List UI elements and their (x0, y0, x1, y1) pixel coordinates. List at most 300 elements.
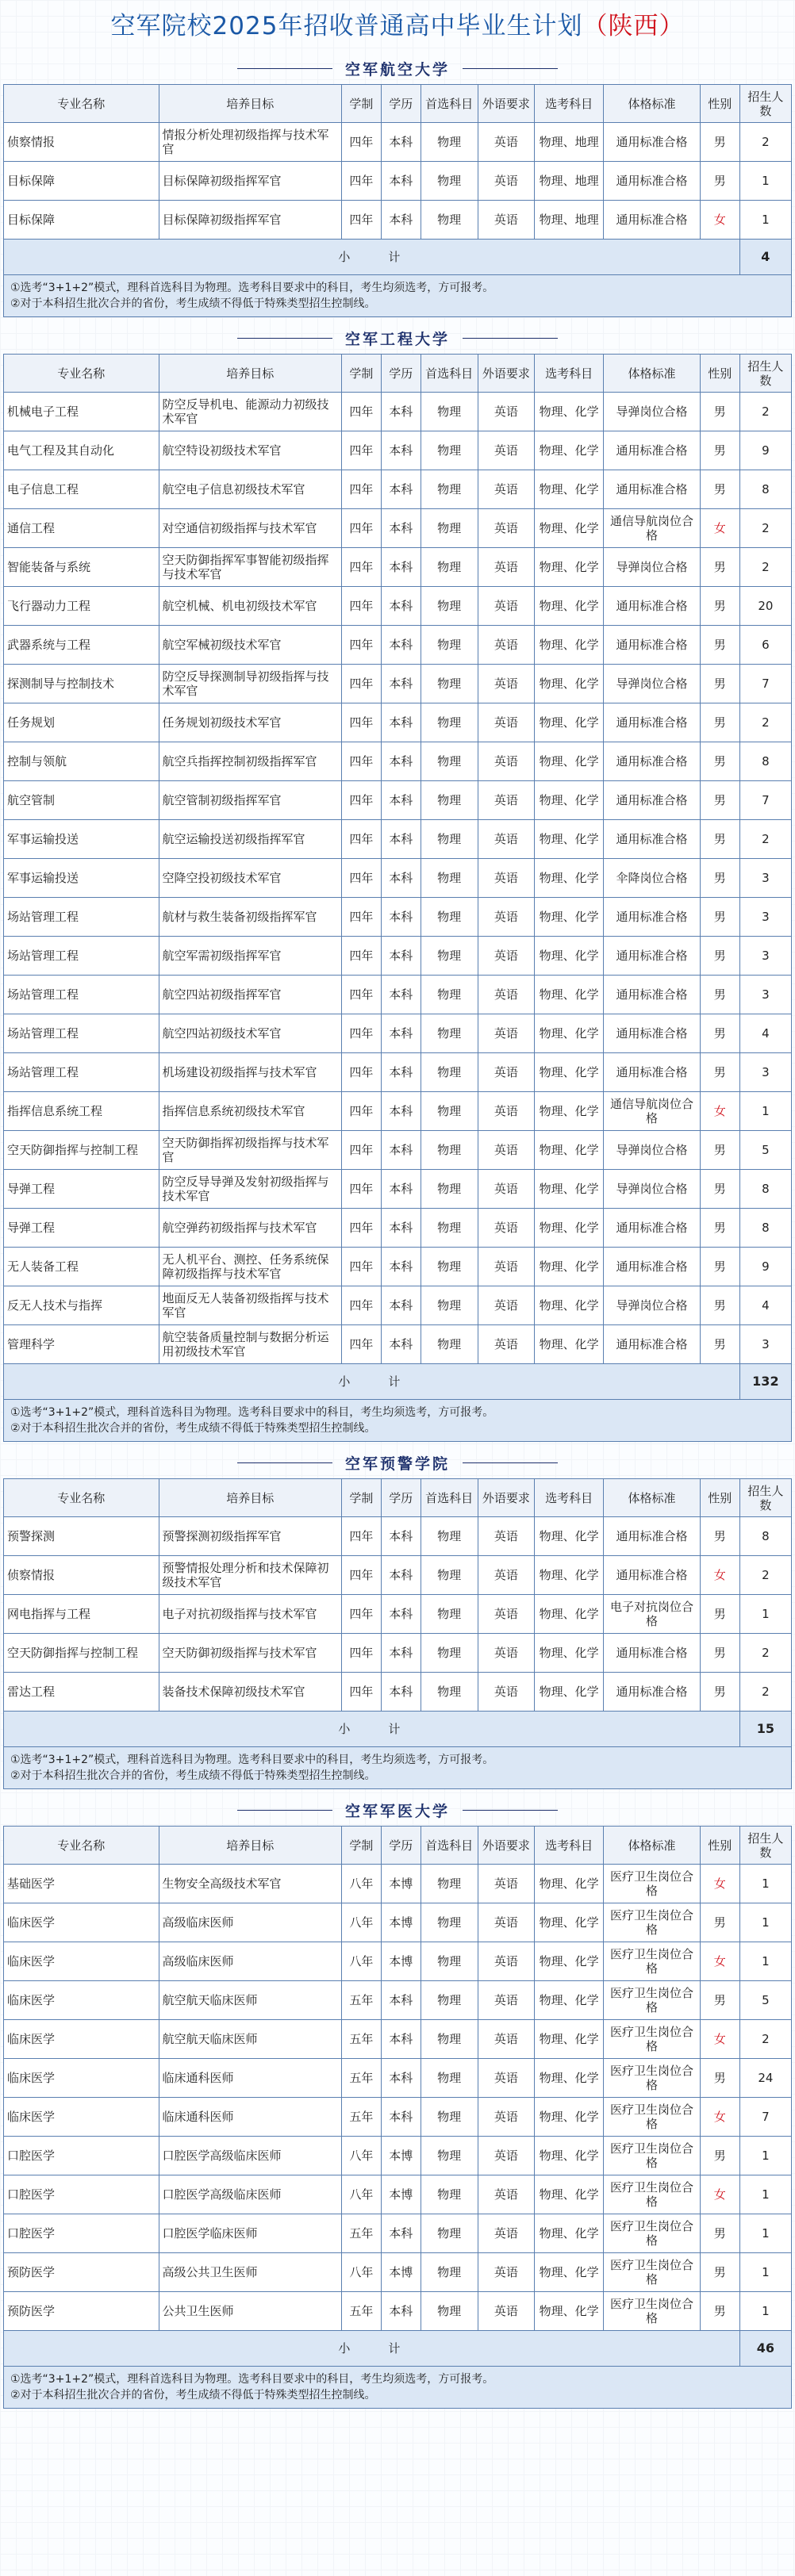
cell-elective: 物理、化学 (535, 859, 604, 898)
cell-quota: 1 (739, 1942, 791, 1981)
cell-goal: 航空机械、机电初级技术军官 (159, 587, 341, 626)
cell-elective: 物理、化学 (535, 393, 604, 431)
cell-language: 英语 (478, 820, 535, 859)
cell-physical: 通用标准合格 (604, 1053, 701, 1092)
cell-primary-subject: 物理 (421, 2059, 478, 2098)
cell-goal: 无人机平台、测控、任务系统保障初级指挥与技术军官 (159, 1248, 341, 1286)
cell-major: 探测制导与控制技术 (4, 665, 159, 703)
cell-primary-subject: 物理 (421, 1517, 478, 1556)
cell-major: 反无人技术与指挥 (4, 1286, 159, 1325)
plan-table (3, 354, 792, 1442)
divider (237, 68, 332, 69)
cell-duration: 八年 (341, 1903, 381, 1942)
cell-quota: 3 (739, 1325, 791, 1364)
header-goal: 培养目标 (159, 1827, 341, 1865)
cell-goal: 航空管制初级指挥军官 (159, 781, 341, 820)
cell-physical: 通用标准合格 (604, 123, 701, 162)
cell-goal: 目标保障初级指挥军官 (159, 162, 341, 201)
cell-degree: 本科 (381, 1014, 421, 1053)
cell-gender: 男 (700, 1634, 739, 1673)
cell-language: 英语 (478, 1634, 535, 1673)
cell-elective: 物理、化学 (535, 1014, 604, 1053)
table-row (4, 1903, 792, 1942)
cell-degree: 本科 (381, 431, 421, 470)
cell-duration: 四年 (341, 1014, 381, 1053)
cell-major: 雷达工程 (4, 1673, 159, 1712)
cell-degree: 本科 (381, 1131, 421, 1170)
notes-row (4, 275, 792, 317)
table-row (4, 1673, 792, 1712)
schools-container (0, 52, 795, 2413)
cell-degree: 本科 (381, 665, 421, 703)
header-major: 专业名称 (4, 1479, 159, 1517)
cell-degree: 本科 (381, 2098, 421, 2137)
cell-quota: 3 (739, 937, 791, 976)
cell-gender: 男 (700, 1053, 739, 1092)
cell-primary-subject: 物理 (421, 2292, 478, 2331)
divider (237, 1810, 332, 1811)
cell-major: 侦察情报 (4, 1556, 159, 1595)
cell-degree: 本科 (381, 1209, 421, 1248)
cell-gender: 女 (700, 1556, 739, 1595)
cell-degree: 本科 (381, 820, 421, 859)
header-primary-subject: 首选科目 (421, 1479, 478, 1517)
cell-elective: 物理、化学 (535, 1170, 604, 1209)
cell-physical: 医疗卫生岗位合格 (604, 2214, 701, 2253)
plan-table (3, 84, 792, 317)
cell-goal: 临床通科医师 (159, 2059, 341, 2098)
cell-primary-subject: 物理 (421, 2175, 478, 2214)
cell-major: 电子信息工程 (4, 470, 159, 509)
cell-language: 英语 (478, 859, 535, 898)
cell-gender: 女 (700, 2020, 739, 2059)
header-primary-subject: 首选科目 (421, 1827, 478, 1865)
header-goal: 培养目标 (159, 85, 341, 123)
note-1: ①选考“3+1+2”模式，理科首选科目为物理。选考科目要求中的科目，考生均须选考，方可报考。 (10, 1406, 494, 1419)
cell-language: 英语 (478, 781, 535, 820)
cell-goal: 航空运输投送初级指挥军官 (159, 820, 341, 859)
cell-degree: 本科 (381, 509, 421, 548)
cell-gender: 男 (700, 1981, 739, 2020)
header-goal: 培养目标 (159, 355, 341, 393)
cell-gender: 男 (700, 665, 739, 703)
cell-gender: 女 (700, 1942, 739, 1981)
table-row (4, 1325, 792, 1364)
header-quota: 招生人数 (739, 1827, 791, 1865)
cell-primary-subject: 物理 (421, 820, 478, 859)
cell-language: 英语 (478, 898, 535, 937)
cell-language: 英语 (478, 1170, 535, 1209)
header-gender: 性别 (700, 355, 739, 393)
cell-quota: 5 (739, 1981, 791, 2020)
cell-elective: 物理、化学 (535, 431, 604, 470)
cell-physical: 通用标准合格 (604, 820, 701, 859)
cell-goal: 目标保障初级指挥军官 (159, 201, 341, 240)
cell-primary-subject: 物理 (421, 2098, 478, 2137)
header-degree: 学历 (381, 1827, 421, 1865)
cell-elective: 物理、地理 (535, 201, 604, 240)
school-name (0, 1794, 795, 1826)
cell-physical: 医疗卫生岗位合格 (604, 2253, 701, 2292)
cell-degree: 本科 (381, 1170, 421, 1209)
cell-primary-subject: 物理 (421, 1092, 478, 1131)
cell-language: 英语 (478, 470, 535, 509)
cell-gender: 男 (700, 1209, 739, 1248)
cell-language: 英语 (478, 548, 535, 587)
cell-physical: 通用标准合格 (604, 626, 701, 665)
subtotal-row (4, 1364, 792, 1400)
cell-elective: 物理、化学 (535, 1517, 604, 1556)
cell-duration: 四年 (341, 1517, 381, 1556)
cell-major: 空天防御指挥与控制工程 (4, 1131, 159, 1170)
cell-physical: 医疗卫生岗位合格 (604, 2137, 701, 2175)
cell-quota: 2 (739, 820, 791, 859)
school-name (0, 322, 795, 354)
cell-physical: 导弹岗位合格 (604, 548, 701, 587)
cell-gender: 男 (700, 781, 739, 820)
divider (463, 338, 558, 339)
note-2: ②对于本科招生批次合并的省份，考生成绩不得低于特殊类型招生控制线。 (10, 1422, 376, 1435)
cell-primary-subject: 物理 (421, 1286, 478, 1325)
cell-major: 临床医学 (4, 2059, 159, 2098)
cell-major: 航空管制 (4, 781, 159, 820)
cell-duration: 八年 (341, 1942, 381, 1981)
cell-goal: 预警探测初级指挥军官 (159, 1517, 341, 1556)
cell-primary-subject: 物理 (421, 976, 478, 1014)
school-name-text: 空军工程大学 (344, 330, 450, 348)
cell-language: 英语 (478, 1286, 535, 1325)
header-degree: 学历 (381, 1479, 421, 1517)
cell-elective: 物理、化学 (535, 2137, 604, 2175)
cell-gender: 男 (700, 1903, 739, 1942)
table-row (4, 548, 792, 587)
cell-gender: 男 (700, 470, 739, 509)
cell-language: 英语 (478, 665, 535, 703)
cell-quota: 8 (739, 1209, 791, 1248)
header-gender: 性别 (700, 1479, 739, 1517)
table-row (4, 162, 792, 201)
table-row (4, 431, 792, 470)
cell-goal: 公共卫生医师 (159, 2292, 341, 2331)
cell-elective: 物理、化学 (535, 937, 604, 976)
cell-quota: 8 (739, 470, 791, 509)
table-row (4, 1634, 792, 1673)
cell-elective: 物理、化学 (535, 1131, 604, 1170)
divider (237, 1462, 332, 1463)
cell-primary-subject: 物理 (421, 587, 478, 626)
cell-elective: 物理、化学 (535, 470, 604, 509)
cell-degree: 本科 (381, 1595, 421, 1634)
cell-major: 侦察情报 (4, 123, 159, 162)
cell-goal: 装备技术保障初级技术军官 (159, 1673, 341, 1712)
plan-table (3, 1826, 792, 2409)
cell-quota: 2 (739, 2020, 791, 2059)
table-row (4, 1209, 792, 1248)
cell-degree: 本科 (381, 1517, 421, 1556)
cell-duration: 四年 (341, 1556, 381, 1595)
cell-goal: 电子对抗初级指挥与技术军官 (159, 1595, 341, 1634)
cell-duration: 四年 (341, 1286, 381, 1325)
cell-quota: 2 (739, 1634, 791, 1673)
cell-goal: 航空军需初级指挥军官 (159, 937, 341, 976)
cell-physical: 医疗卫生岗位合格 (604, 1942, 701, 1981)
cell-primary-subject: 物理 (421, 162, 478, 201)
cell-physical: 通用标准合格 (604, 976, 701, 1014)
cell-elective: 物理、地理 (535, 123, 604, 162)
cell-quota: 7 (739, 2098, 791, 2137)
cell-quota: 5 (739, 1131, 791, 1170)
cell-language: 英语 (478, 1942, 535, 1981)
cell-language: 英语 (478, 587, 535, 626)
table-row (4, 898, 792, 937)
table-row (4, 393, 792, 431)
cell-physical: 医疗卫生岗位合格 (604, 2292, 701, 2331)
cell-language: 英语 (478, 393, 535, 431)
cell-degree: 本博 (381, 1865, 421, 1903)
table-row (4, 2214, 792, 2253)
cell-major: 基础医学 (4, 1865, 159, 1903)
cell-quota: 1 (739, 2214, 791, 2253)
cell-gender: 男 (700, 1517, 739, 1556)
cell-elective: 物理、化学 (535, 626, 604, 665)
cell-quota: 1 (739, 1595, 791, 1634)
cell-goal: 地面反无人装备初级指挥与技术军官 (159, 1286, 341, 1325)
note-1: ①选考“3+1+2”模式，理科首选科目为物理。选考科目要求中的科目，考生均须选考，方可报考。 (10, 1754, 494, 1766)
cell-quota: 2 (739, 548, 791, 587)
cell-major: 武器系统与工程 (4, 626, 159, 665)
cell-major: 空天防御指挥与控制工程 (4, 1634, 159, 1673)
cell-gender: 男 (700, 2137, 739, 2175)
cell-duration: 四年 (341, 1053, 381, 1092)
header-elective: 选考科目 (535, 355, 604, 393)
cell-degree: 本科 (381, 859, 421, 898)
cell-major: 智能装备与系统 (4, 548, 159, 587)
cell-primary-subject: 物理 (421, 1209, 478, 1248)
cell-major: 场站管理工程 (4, 1053, 159, 1092)
cell-duration: 四年 (341, 742, 381, 781)
cell-degree: 本博 (381, 2137, 421, 2175)
cell-duration: 四年 (341, 123, 381, 162)
cell-quota: 1 (739, 2253, 791, 2292)
cell-elective: 物理、化学 (535, 1286, 604, 1325)
cell-degree: 本科 (381, 2020, 421, 2059)
table-row (4, 937, 792, 976)
cell-primary-subject: 物理 (421, 1981, 478, 2020)
table-row (4, 2098, 792, 2137)
cell-goal: 空天防御初级指挥与技术军官 (159, 1634, 341, 1673)
cell-primary-subject: 物理 (421, 937, 478, 976)
cell-major: 临床医学 (4, 2098, 159, 2137)
table-row (4, 2137, 792, 2175)
cell-duration: 八年 (341, 2137, 381, 2175)
note-2: ②对于本科招生批次合并的省份，考生成绩不得低于特殊类型招生控制线。 (10, 297, 376, 310)
cell-elective: 物理、化学 (535, 1942, 604, 1981)
cell-degree: 本科 (381, 201, 421, 240)
cell-quota: 1 (739, 201, 791, 240)
cell-primary-subject: 物理 (421, 470, 478, 509)
cell-physical: 通用标准合格 (604, 742, 701, 781)
cell-elective: 物理、化学 (535, 548, 604, 587)
cell-degree: 本科 (381, 587, 421, 626)
header-major: 专业名称 (4, 355, 159, 393)
cell-degree: 本科 (381, 470, 421, 509)
cell-physical: 医疗卫生岗位合格 (604, 2059, 701, 2098)
cell-goal: 空天防御指挥军事智能初级指挥与技术军官 (159, 548, 341, 587)
notes-cell (4, 1400, 792, 1442)
cell-physical: 通用标准合格 (604, 470, 701, 509)
cell-goal: 航空兵指挥控制初级指挥军官 (159, 742, 341, 781)
notes-cell (4, 1747, 792, 1789)
cell-quota: 9 (739, 1248, 791, 1286)
cell-primary-subject: 物理 (421, 2214, 478, 2253)
cell-gender: 男 (700, 2214, 739, 2253)
cell-language: 英语 (478, 2214, 535, 2253)
cell-language: 英语 (478, 1209, 535, 1248)
cell-gender: 男 (700, 431, 739, 470)
cell-major: 预警探测 (4, 1517, 159, 1556)
cell-major: 飞行器动力工程 (4, 587, 159, 626)
header-physical: 体格标准 (604, 1479, 701, 1517)
cell-primary-subject: 物理 (421, 2253, 478, 2292)
cell-duration: 四年 (341, 626, 381, 665)
cell-degree: 本博 (381, 2175, 421, 2214)
cell-major: 目标保障 (4, 162, 159, 201)
cell-elective: 物理、化学 (535, 1673, 604, 1712)
cell-physical: 通用标准合格 (604, 1673, 701, 1712)
cell-elective: 物理、化学 (535, 781, 604, 820)
cell-quota: 1 (739, 2175, 791, 2214)
cell-duration: 四年 (341, 976, 381, 1014)
cell-duration: 四年 (341, 703, 381, 742)
cell-primary-subject: 物理 (421, 1673, 478, 1712)
table-row (4, 1053, 792, 1092)
cell-elective: 物理、化学 (535, 1556, 604, 1595)
cell-elective: 物理、化学 (535, 1595, 604, 1634)
cell-physical: 通用标准合格 (604, 431, 701, 470)
header-physical: 体格标准 (604, 355, 701, 393)
cell-primary-subject: 物理 (421, 548, 478, 587)
cell-physical: 导弹岗位合格 (604, 393, 701, 431)
subtotal-value: 46 (739, 2331, 791, 2367)
cell-primary-subject: 物理 (421, 703, 478, 742)
cell-goal: 口腔医学高级临床医师 (159, 2175, 341, 2214)
cell-language: 英语 (478, 937, 535, 976)
cell-physical: 通用标准合格 (604, 703, 701, 742)
table-row (4, 1595, 792, 1634)
header-physical: 体格标准 (604, 1827, 701, 1865)
cell-goal: 预警情报处理分析和技术保障初级技术军官 (159, 1556, 341, 1595)
cell-quota: 7 (739, 665, 791, 703)
cell-goal: 防空反导导弹及发射初级指挥与技术军官 (159, 1170, 341, 1209)
cell-degree: 本科 (381, 548, 421, 587)
cell-major: 通信工程 (4, 509, 159, 548)
cell-degree: 本科 (381, 393, 421, 431)
cell-goal: 指挥信息系统初级技术军官 (159, 1092, 341, 1131)
cell-quota: 3 (739, 976, 791, 1014)
cell-gender: 男 (700, 1595, 739, 1634)
cell-quota: 1 (739, 1903, 791, 1942)
table-row (4, 976, 792, 1014)
cell-physical: 医疗卫生岗位合格 (604, 1865, 701, 1903)
cell-physical: 通用标准合格 (604, 937, 701, 976)
header-elective: 选考科目 (535, 1479, 604, 1517)
cell-elective: 物理、化学 (535, 1325, 604, 1364)
note-2: ②对于本科招生批次合并的省份，考生成绩不得低于特殊类型招生控制线。 (10, 2389, 376, 2402)
header-quota: 招生人数 (739, 355, 791, 393)
cell-physical: 通用标准合格 (604, 781, 701, 820)
cell-language: 英语 (478, 431, 535, 470)
header-major: 专业名称 (4, 85, 159, 123)
school-section (0, 52, 795, 322)
cell-language: 英语 (478, 201, 535, 240)
school-section (0, 1794, 795, 2413)
note-1: ①选考“3+1+2”模式，理科首选科目为物理。选考科目要求中的科目，考生均须选考，方可报考。 (10, 2373, 494, 2386)
cell-elective: 物理、化学 (535, 2020, 604, 2059)
cell-goal: 高级公共卫生医师 (159, 2253, 341, 2292)
cell-duration: 四年 (341, 587, 381, 626)
cell-primary-subject: 物理 (421, 626, 478, 665)
cell-language: 英语 (478, 2098, 535, 2137)
cell-primary-subject: 物理 (421, 1556, 478, 1595)
cell-gender: 男 (700, 820, 739, 859)
cell-goal: 防空反导机电、能源动力初级技术军官 (159, 393, 341, 431)
cell-language: 英语 (478, 1903, 535, 1942)
cell-goal: 防空反导探测制导初级指挥与技术军官 (159, 665, 341, 703)
cell-degree: 本科 (381, 2059, 421, 2098)
cell-degree: 本科 (381, 1325, 421, 1364)
cell-language: 英语 (478, 1595, 535, 1634)
subtotal-value: 15 (739, 1712, 791, 1747)
cell-primary-subject: 物理 (421, 1595, 478, 1634)
cell-duration: 四年 (341, 1248, 381, 1286)
cell-quota: 3 (739, 859, 791, 898)
cell-duration: 四年 (341, 201, 381, 240)
cell-primary-subject: 物理 (421, 1903, 478, 1942)
note-1: ①选考“3+1+2”模式，理科首选科目为物理。选考科目要求中的科目，考生均须选考，方可报考。 (10, 282, 494, 294)
cell-language: 英语 (478, 1556, 535, 1595)
cell-gender: 男 (700, 548, 739, 587)
cell-degree: 本博 (381, 1942, 421, 1981)
cell-quota: 6 (739, 626, 791, 665)
cell-language: 英语 (478, 1092, 535, 1131)
cell-major: 口腔医学 (4, 2214, 159, 2253)
cell-goal: 对空通信初级指挥与技术军官 (159, 509, 341, 548)
cell-duration: 四年 (341, 509, 381, 548)
cell-major: 指挥信息系统工程 (4, 1092, 159, 1131)
cell-goal: 航空弹药初级指挥与技术军官 (159, 1209, 341, 1248)
cell-degree: 本科 (381, 1981, 421, 2020)
cell-goal: 航空航天临床医师 (159, 1981, 341, 2020)
cell-goal: 航空特设初级技术军官 (159, 431, 341, 470)
cell-elective: 物理、化学 (535, 2253, 604, 2292)
table-row (4, 201, 792, 240)
cell-goal: 航空航天临床医师 (159, 2020, 341, 2059)
cell-goal: 航空装备质量控制与数据分析运用初级技术军官 (159, 1325, 341, 1364)
cell-primary-subject: 物理 (421, 1942, 478, 1981)
cell-gender: 男 (700, 2059, 739, 2098)
cell-quota: 2 (739, 1556, 791, 1595)
cell-quota: 4 (739, 1014, 791, 1053)
cell-physical: 导弹岗位合格 (604, 1286, 701, 1325)
cell-physical: 通信导航岗位合格 (604, 509, 701, 548)
header-row (4, 1827, 792, 1865)
cell-primary-subject: 物理 (421, 742, 478, 781)
cell-duration: 四年 (341, 548, 381, 587)
cell-degree: 本科 (381, 976, 421, 1014)
subtotal-value: 4 (739, 240, 791, 275)
cell-physical: 导弹岗位合格 (604, 665, 701, 703)
cell-goal: 情报分析处理初级指挥与技术军官 (159, 123, 341, 162)
